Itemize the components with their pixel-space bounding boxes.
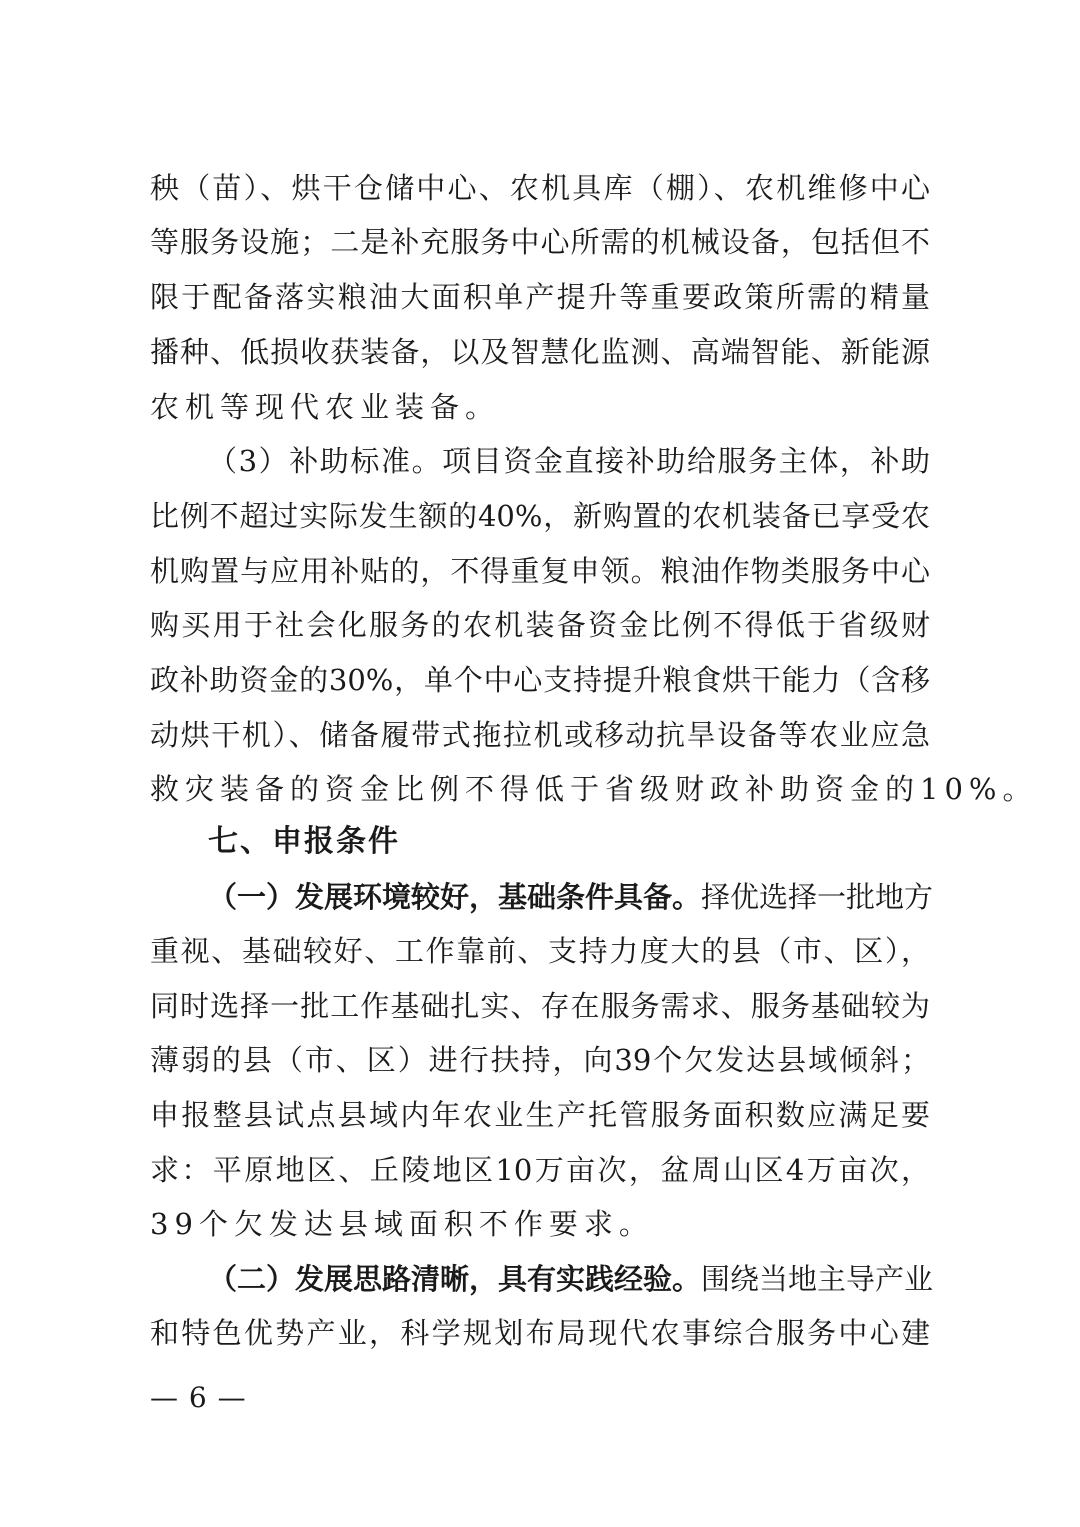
body-text-line: 秧（苗）、烘干仓储中心、农机具库（棚）、农机维修中心 [150, 171, 930, 205]
body-text-line: 和特色优势产业，科学规划布局现代农事综合服务中心建 [150, 1316, 930, 1350]
body-text-line: 比例不超过实际发生额的40%，新购置的农机装备已享受农 [150, 499, 930, 533]
body-text-line: 求：平原地区、丘陵地区10万亩次，盆周山区4万亩次， [150, 1153, 930, 1187]
body-text-line: 等服务设施；二是补充服务中心所需的机械设备，包括但不 [150, 225, 930, 259]
condition-one-lead: （一）发展环境较好，基础条件具备。 [208, 880, 702, 914]
body-text-line: 政补助资金的30%，单个中心支持提升粮食烘干能力（含移 [150, 663, 930, 697]
body-text-line: 同时选择一批工作基础扎实、存在服务需求、服务基础较为 [150, 989, 930, 1023]
body-text-line: 重视、基础较好、工作靠前、支持力度大的县（市、区）， [150, 934, 930, 968]
body-text-line: 申报整县试点县域内年农业生产托管服务面积数应满足要 [150, 1098, 930, 1132]
condition-two-lead-continuation: 围绕当地主导产业 [701, 1262, 934, 1296]
condition-one-lead-continuation: 择优选择一批地方 [701, 880, 934, 914]
body-text-line: 救灾装备的资金比例不得低于省级财政补助资金的10%。 [150, 772, 1038, 806]
condition-two-lead: （二）发展思路清晰，具有实践经验。 [208, 1262, 702, 1296]
body-text-line: （3）补助标准。项目资金直接补助给服务主体，补助 [208, 444, 930, 478]
condition-two-first-line [208, 1259, 934, 1299]
body-text-line: 播种、低损收获装备，以及智慧化监测、高端智能、新能源 [150, 335, 930, 369]
body-text-line: 限于配备落实粮油大面积单产提升等重要政策所需的精量 [150, 280, 930, 314]
body-text-line: 购买用于社会化服务的农机装备资金比例不得低于省级财 [150, 608, 930, 642]
condition-one-first-line [208, 877, 934, 917]
body-text-line: 农机等现代农业装备。 [150, 390, 501, 424]
body-text-line: 薄弱的县（市、区）进行扶持，向39个欠发达县域倾斜； [150, 1043, 930, 1077]
body-text-line: 动烘干机）、储备履带式拖拉机或移动抗旱设备等农业应急 [150, 718, 930, 752]
page-number: — 6 — [150, 1381, 247, 1414]
section-heading: 七、申报条件 [208, 824, 400, 859]
body-text-line: 39个欠发达县域面积不作要求。 [150, 1207, 654, 1241]
body-text-line: 机购置与应用补贴的，不得重复申领。粮油作物类服务中心 [150, 554, 930, 588]
